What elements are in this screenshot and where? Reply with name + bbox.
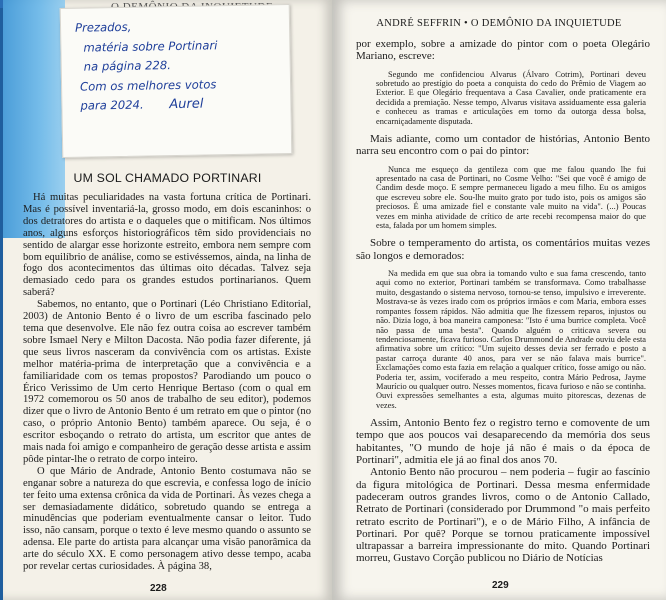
- paragraph: Sobre o temperamento do artista, os comentários muitas vezes são longos e demorados:: [356, 237, 650, 262]
- paragraph: O que Mário de Andrade, Antonio Bento costumava não se enganar sobre a natureza do que escrevia, e confessa logo de início ter feito uma extensa crônica da vida de Portinari. Às vezes chega a ser demasiadamente didático, sobretudo quando se entrega a minudências que poderiam eventualmente cansar o leitor. Tudo isso, não cansam, porque o texto é leve mesmo quando o assunto se adensa. Ele parte do artista para alcançar uma visão panorâmica da arte do século XX. E como personagem ativo desse tempo, acaba por revelar certas curiosidades. À página 38,: [23, 465, 311, 573]
- handwritten-note: [60, 4, 293, 158]
- note-signature: Aurel: [169, 96, 204, 113]
- left-page: [3, 0, 332, 600]
- right-body-text: [356, 38, 650, 565]
- paragraph: Antonio Bento não procurou – nem poderia – fugir ao fascínio da figura mitológica de Portinari. Dessa mesma enfermidade padeceram outros grandes livros, como o de Antonio Callado, Retrato de Portinari (considerado por Drummond "o mais perfeito retrato escrito de Portinari"), e o de Mário Filho, A infância de Portinari. Por quê? Porque se tornou praticamente impossível ultrapassar a barreira impressionante do mito. Quando Portinari morreu, Gustavo Corção publicou no Diário de Notícias: [356, 466, 650, 565]
- paragraph: por exemplo, sobre a amizade do pintor com o poeta Olegário Mariano, escreve:: [356, 38, 650, 63]
- block-quote: Nunca me esqueço da gentileza com que me falou quando lhe fui apresentado na casa de Portinari, no Cosme Velho: "Sei que você é amigo de Candim desde moço. E sempre permaneceu ligado a meu filho. Eu os amigos que escreveu sobre ele. Sou-lhe muito grato por tudo isto, pois os amigos são preciosos. É uma amizade fiel e constante vale muito na vida". (...) Poucas vezes em minha atividade de crítico de arte recebi recompensa maior do que esta, falada por um homem simples.: [376, 164, 646, 231]
- right-page: [332, 0, 666, 600]
- right-page-number: 229: [492, 580, 509, 591]
- paragraph: Mais adiante, como um contador de histórias, Antonio Bento narra seu encontro com o pai do pintor:: [356, 133, 650, 158]
- note-line: Com os melhores votos: [79, 76, 217, 94]
- paragraph: Assim, Antonio Bento fez o registro terno e comovente de um tempo que aos poucos vai desaparecendo da memória dos seus habitantes, "O mundo de hoje já não é mais o da época de Portinari", admitia ele já ao final dos anos 70.: [356, 417, 650, 467]
- right-running-head: ANDRÉ SEFFRIN • O DEMÔNIO DA INQUIETUDE: [376, 18, 622, 29]
- paragraph: Há muitas peculiaridades na vasta fortuna crítica de Portinari. Mas é possível inventariá-la, grosso modo, em dois escaninhos: o dos detratores do artista e o daqueles que o mitificam. Nos últimos anos, alguns esforços historiográficos têm sido providenciais no sentido de alargar esse horizonte estreito, embora nem sempre com bom equilíbrio de análise, como se estivéssemos, ainda, na linha de fogo dos acontecimentos das últimas oito décadas. Talvez seja demasiado cedo para os grandes estudos portinarianos. Quem saberá?: [23, 192, 311, 299]
- block-quote: Na medida em que sua obra ia tomando vulto e sua fama crescendo, tanto aqui como no exterior, Portinari também se transformava. Como trabalhasse muito, desgastando o sistema nervoso, tornou-se tenso, impulsivo e irreverente. Mostrava-se às vezes irado com os próprios irmãos e com Maria, embora esses rompantes fossem rápidos. Não admitia que lhe fizessem reparos, injustos ou não. Dizia logo, à boa maneira camponesa: "Isto é uma burrice completa. Você não passa de uma besta". Quando alguém o criticava severa ou tendenciosamente, ficava furioso. Carlos Drummond de Andrade ouviu dele esta afirmativa sobre um crítico: "Um sujeito desses devia ser ferrado e posto a pastar carroça durante 40 anos, para ver se não falava mais burrice". Exclamações como esta fazia em relação a qualquer crítico, fosse amigo ou não. Poderia ter, assim, vociferado a meu respeito, contra Mário Pedrosa, Jayme Maurício ou qualquer outro. Nesses momentos, ficava furioso e não se continha. Ouvi expressões semelhantes a esta, algumas muito pitorescas, dezenas de vezes.: [376, 269, 647, 410]
- note-line-closing: para 2024.: [80, 97, 144, 113]
- note-line: Prezados,: [74, 19, 132, 35]
- paragraph: Sabemos, no entanto, que o Portinari (Léo Christiano Editorial, 2003) de Antonio Bento é o livro de um escriba fascinado pelo tema que desenvolve. Ele não fez outra coisa ao escrever também sobre Ismael Nery e Milton Dacosta. Não podia fazer diferente, já que seus livros nasceram da convivência com os artistas. Existe melhor matéria-prima de interpretação que a convivência e a familiaridade com os temas propostos? Parodiando um pouco o Érico Verissimo de Um certo Henrique Bertaso (com o qual em 1972 comemorou os 50 anos de trabalho de seu editor), podemos dizer que o livro de Antonio Bento é um retrato em que o pintor (no caso, o próprio Antonio Bento) também aparece. Ou seja, é o escritor esboçando o retrato do artista, um escritor que antes de mais nada foi amigo e companheiro de geração desse artista e assim pôde pintar-lhe o retrato de corpo inteiro.: [23, 299, 311, 465]
- note-line: na página 228.: [83, 58, 171, 74]
- chapter-title: UM SOL CHAMADO PORTINARI: [73, 171, 262, 185]
- left-body-text: [23, 192, 311, 573]
- block-quote: Segundo me confidenciou Alvarus (Álvaro Cotrim), Portinari deveu sobretudo ao prestígio do poeta a conquista do cedo do Prêmio de Viagem ao Exterior. E que Olegário frequentava a Casa Cavalier, onde praticamente era decidida a premiação. Nesse tempo, Alvarus visitava assiduamente essa galeria e conheceu as tramas e articulações em torno da outorga dessa bolsa, encarniçadamente disputada.: [376, 69, 646, 126]
- note-line: matéria sobre Portinari: [83, 37, 218, 55]
- note-line: [76, 93, 280, 116]
- left-page-number: 228: [150, 583, 167, 594]
